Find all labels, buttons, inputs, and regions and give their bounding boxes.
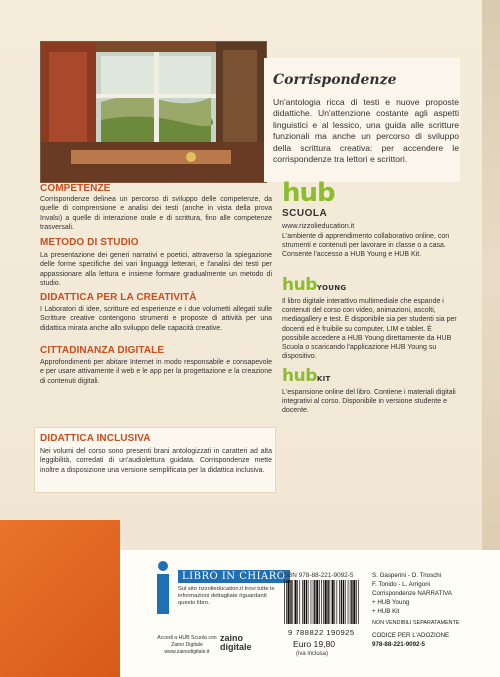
barcode-number: 9 788822 190925 bbox=[288, 628, 355, 637]
libro-in-chiaro-text: Sul sito rizzolieducation.it trovi tutte le informazioni dettagliate riguardanti questo libro. bbox=[178, 586, 275, 606]
credits-item-2: + HUB Kit bbox=[372, 608, 400, 615]
section-heading-inclusiva: DIDATTICA INCLUSIVA bbox=[40, 433, 151, 444]
credits-authors-2: F. Tonido - L. Arrigoni bbox=[372, 581, 431, 588]
book-title: Corrispondenze bbox=[273, 72, 397, 88]
price: Euro 19,80 bbox=[293, 639, 336, 649]
section-text-inclusiva: Nei volumi del corso sono presenti brani antologizzati in caratteri ad alta leggibilità, corredati di un'audiolettura guidata. Corrispondenze mette inoltre a disposizione una versione semplificata per la didattica inclusiva. bbox=[40, 448, 272, 474]
orange-band bbox=[0, 520, 120, 677]
hub-scuola-label: SCUOLA bbox=[282, 208, 328, 219]
hub-young-logo bbox=[282, 275, 346, 295]
section-heading-cittadinanza: CITTADINANZA DIGITALE bbox=[40, 345, 165, 356]
hub-kit-logo-text: hub bbox=[282, 366, 317, 386]
hub-young-logo-text: hub bbox=[282, 275, 317, 295]
painting-illustration bbox=[41, 42, 266, 182]
hub-scuola-logo: hub bbox=[282, 178, 335, 208]
credits-note: NON VENDIBILI SEPARATAMENTE bbox=[372, 620, 460, 626]
zaino-logo-line2: digitale bbox=[220, 642, 252, 652]
hub-kit-logo bbox=[282, 366, 331, 386]
vat-note: (iva inclusa) bbox=[296, 651, 329, 657]
section-heading-creativita: DIDATTICA PER LA CREATIVITÀ bbox=[40, 292, 197, 303]
hub-scuola-url: www.rizzolieducation.it bbox=[282, 221, 355, 230]
hub-kit-text: L'espansione online del libro. Contiene i materiali digitali integrativi al corso. Disponibile in versione studente e docente. bbox=[282, 389, 456, 415]
barcode-icon bbox=[282, 580, 362, 624]
section-heading-metodo: METODO DI STUDIO bbox=[40, 237, 139, 248]
section-text-metodo: La presentazione dei generi narrativi e poetici, attraverso la spiegazione delle forme specifiche dei vari linguaggi letterari, e l'analisi dei testi per appassionare alla lettura e insieme formare gradualmente un metodo di studio. bbox=[40, 252, 272, 288]
zaino-digitale-text: Accedi a HUB Scuola con Zaino Digitale www.zainodigitale.it bbox=[157, 635, 217, 655]
hub-kit-label: KIT bbox=[316, 375, 331, 383]
section-text-cittadinanza: Approfondimenti per abitare Internet in modo responsabile e consapevole e per usare attivamente il web e le app per la progettazione e la creazione di contenuti digitali. bbox=[40, 359, 272, 385]
isbn: ISBN 978-88-221-9092-5 bbox=[282, 572, 354, 579]
section-heading-competenze: COMPETENZE bbox=[40, 183, 111, 194]
hub-scuola-text: L'ambiente di apprendimento collaborativo online, con strumenti e contenuti per lavorare in classe o a casa. Consente l'accesso a HUB Young e HUB Kit. bbox=[282, 233, 450, 259]
hub-young-label: YOUNG bbox=[316, 284, 347, 292]
libro-in-chiaro-icon bbox=[153, 560, 173, 616]
zaino-logo-line1: zaino bbox=[220, 633, 244, 643]
cover-painting bbox=[40, 41, 267, 183]
credits-item-1: + HUB Young bbox=[372, 599, 410, 606]
credits-product: Corrispondenze NARRATIVA bbox=[372, 590, 452, 597]
hub-young-text: Il libro digitale interattivo multimediale che espande i contenuti del corso con video, animazioni, ascolti, mediagallery e test. È disponibile sia per studenti sia per docenti ed è fruibile su computer, LIM e tablet. È possibile accedere a HUB Young direttamente da HUB Scuola o scaricando l'applicazione HUB Young su dispositivo. bbox=[282, 298, 457, 361]
zaino-digitale-logo bbox=[220, 634, 252, 652]
book-intro: Un'antologia ricca di testi e nuove proposte didattiche. Un'attenzione costante agli aspetti linguistici e al lessico, una guida alle scritture funzionali ma anche un percorso di sviluppo della scrittura creativa: per accendere le corrispondenze tra lettori e scrittori. bbox=[273, 97, 459, 165]
libro-in-chiaro-title: LIBRO IN CHIARO bbox=[178, 570, 290, 583]
section-text-creativita: I Laboratori di idee, scritture ed esperienze e i due volumetti allegati sulle Scritture creative contengono strumenti e proposte di attività per una didattica mirata anche allo sviluppo delle capacità creative. bbox=[40, 306, 272, 332]
credits-code: 978-88-221-9092-5 bbox=[372, 641, 425, 648]
credits-authors-1: S. Gasperini - O. Trioschi bbox=[372, 572, 442, 579]
section-text-competenze: Corrispondenze delinea un percorso di sviluppo delle competenze, da quelle di comprensione e analisi dei testi (anche in vista della prova Invalsi) a quelle di interazione orale e di scrittura, fino alle competenze trasversali. bbox=[40, 196, 272, 232]
credits-code-label: CODICE PER L'ADOZIONE bbox=[372, 632, 450, 639]
